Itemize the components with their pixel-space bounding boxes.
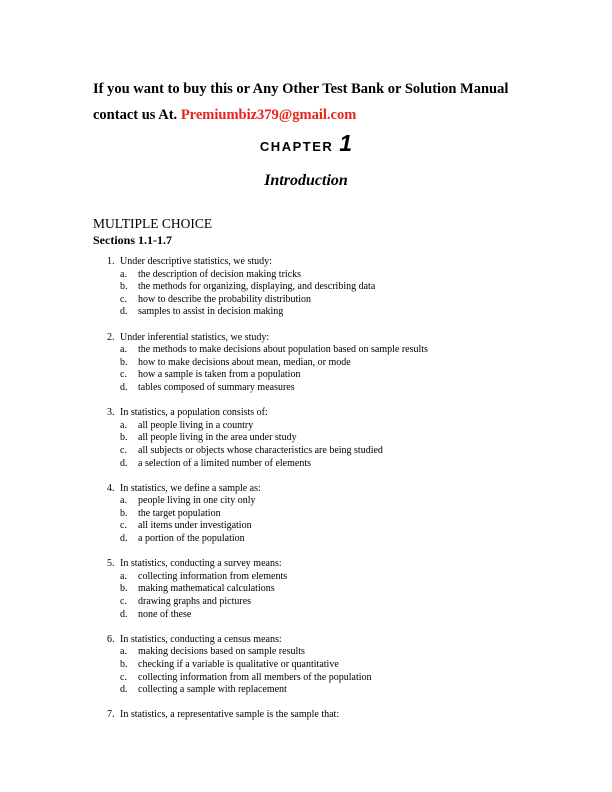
option-letter: c. — [120, 520, 127, 532]
chapter-number: 1 — [339, 130, 353, 156]
chapter-heading — [0, 130, 612, 157]
option-text: all subjects or objects whose characteristics are being studied — [138, 444, 383, 456]
question-stem — [107, 483, 577, 496]
question-text: Under inferential statistics, we study: — [120, 331, 270, 343]
option-text: tables composed of summary measures — [138, 381, 295, 393]
promo-line-2 — [93, 102, 563, 128]
question-number: 5. — [107, 558, 115, 570]
question-item — [107, 558, 577, 621]
answer-option — [120, 596, 577, 609]
question-number: 4. — [107, 482, 115, 494]
answer-option — [120, 583, 577, 596]
question-text: In statistics, conducting a census means: — [120, 633, 282, 645]
promo-line-1: If you want to buy this or Any Other Test Bank or Solution Manual — [93, 81, 509, 97]
option-letter: b. — [120, 432, 128, 444]
option-text: how to make decisions about mean, median, or mode — [138, 356, 351, 368]
question-number: 7. — [107, 709, 115, 721]
answer-option — [120, 458, 577, 471]
question-stem — [107, 558, 577, 571]
question-item — [107, 709, 577, 722]
option-letter: a. — [120, 646, 127, 658]
option-letter: b. — [120, 281, 128, 293]
answer-option — [120, 294, 577, 307]
option-text: a selection of a limited number of elements — [138, 457, 311, 469]
option-text: none of these — [138, 608, 192, 620]
option-letter: d. — [120, 533, 128, 545]
question-item — [107, 332, 577, 395]
answer-options — [120, 344, 577, 394]
answer-options — [120, 646, 577, 696]
answer-options — [120, 571, 577, 621]
section-heading: MULTIPLE CHOICE — [93, 216, 213, 231]
answer-option — [120, 357, 577, 370]
option-text: collecting a sample with replacement — [138, 684, 287, 696]
question-stem — [107, 332, 577, 345]
option-text: collecting information from all members of the population — [138, 671, 372, 683]
option-text: people living in one city only — [138, 495, 256, 507]
section-header — [93, 216, 212, 248]
question-number: 1. — [107, 256, 115, 267]
option-text: collecting information from elements — [138, 570, 288, 582]
answer-option — [120, 306, 577, 319]
option-letter: b. — [120, 659, 128, 670]
section-subheading: Sections 1.1-1.7 — [93, 233, 172, 247]
option-text: the description of decision making tricks — [138, 268, 302, 280]
question-stem — [107, 256, 577, 269]
answer-options — [120, 495, 577, 545]
option-letter: d. — [120, 457, 128, 469]
question-text: In statistics, a representative sample is the sample that: — [120, 709, 340, 721]
question-stem — [107, 709, 577, 722]
question-item — [107, 256, 577, 319]
question-item — [107, 407, 577, 470]
option-letter: d. — [120, 381, 128, 393]
answer-option — [120, 369, 577, 382]
answer-option — [120, 445, 577, 458]
answer-option — [120, 646, 577, 659]
option-letter: c. — [120, 444, 127, 456]
option-letter: d. — [120, 684, 128, 696]
option-letter: c. — [120, 369, 127, 381]
answer-option — [120, 495, 577, 508]
option-text: the methods for organizing, displaying, and describing data — [138, 281, 376, 293]
question-list — [107, 256, 577, 735]
option-letter: d. — [120, 306, 128, 318]
option-text: all people living in a country — [138, 419, 254, 431]
option-text: how a sample is taken from a population — [138, 369, 301, 381]
answer-option — [120, 281, 577, 294]
promo-email-link[interactable]: Premiumbiz379@gmail.com — [180, 107, 357, 123]
answer-option — [120, 659, 577, 672]
answer-options — [120, 269, 577, 319]
answer-option — [120, 672, 577, 685]
promo-banner — [93, 76, 563, 128]
option-text: drawing graphs and pictures — [138, 596, 252, 608]
option-letter: a. — [120, 344, 127, 356]
question-text: Under descriptive statistics, we study: — [120, 256, 272, 267]
question-text: In statistics, conducting a survey means: — [120, 558, 282, 570]
answer-option — [120, 571, 577, 584]
option-text: how to describe the probability distribution — [138, 293, 312, 305]
question-stem — [107, 634, 577, 647]
option-text: a portion of the population — [138, 533, 245, 545]
option-text: the methods to make decisions about population based on sample results — [138, 344, 428, 356]
option-text: samples to assist in decision making — [138, 306, 284, 318]
answer-option — [120, 533, 577, 546]
answer-option — [120, 684, 577, 697]
answer-option — [120, 508, 577, 521]
option-text: all items under investigation — [138, 520, 252, 532]
question-text: In statistics, we define a sample as: — [120, 482, 261, 494]
question-number: 6. — [107, 633, 115, 645]
option-letter: b. — [120, 356, 128, 368]
question-number: 2. — [107, 331, 115, 343]
option-text: making decisions based on sample results — [138, 646, 305, 658]
answer-option — [120, 432, 577, 445]
option-text: checking if a variable is qualitative or quantitative — [138, 659, 339, 670]
option-letter: a. — [120, 419, 127, 431]
option-letter: d. — [120, 608, 128, 620]
answer-options — [120, 420, 577, 470]
question-text: In statistics, a population consists of: — [120, 407, 268, 419]
option-letter: a. — [120, 495, 127, 507]
option-letter: b. — [120, 507, 128, 519]
option-letter: c. — [120, 293, 127, 305]
answer-option — [120, 520, 577, 533]
answer-option — [120, 609, 577, 622]
answer-option — [120, 420, 577, 433]
chapter-title: Introduction — [264, 172, 348, 189]
answer-option — [120, 269, 577, 282]
answer-option — [120, 382, 577, 395]
option-letter: a. — [120, 268, 127, 280]
option-letter: a. — [120, 570, 127, 582]
answer-option — [120, 344, 577, 357]
question-stem — [107, 407, 577, 420]
option-letter: c. — [120, 596, 127, 608]
option-text: making mathematical calculations — [138, 583, 275, 595]
question-number: 3. — [107, 407, 115, 419]
promo-contact-prefix: contact us At. — [93, 107, 181, 123]
question-item — [107, 483, 577, 546]
option-letter: b. — [120, 583, 128, 595]
option-letter: c. — [120, 671, 127, 683]
option-text: the target population — [138, 507, 221, 519]
chapter-word: CHAPTER — [259, 139, 334, 154]
question-item — [107, 634, 577, 697]
option-text: all people living in the area under study — [138, 432, 297, 444]
